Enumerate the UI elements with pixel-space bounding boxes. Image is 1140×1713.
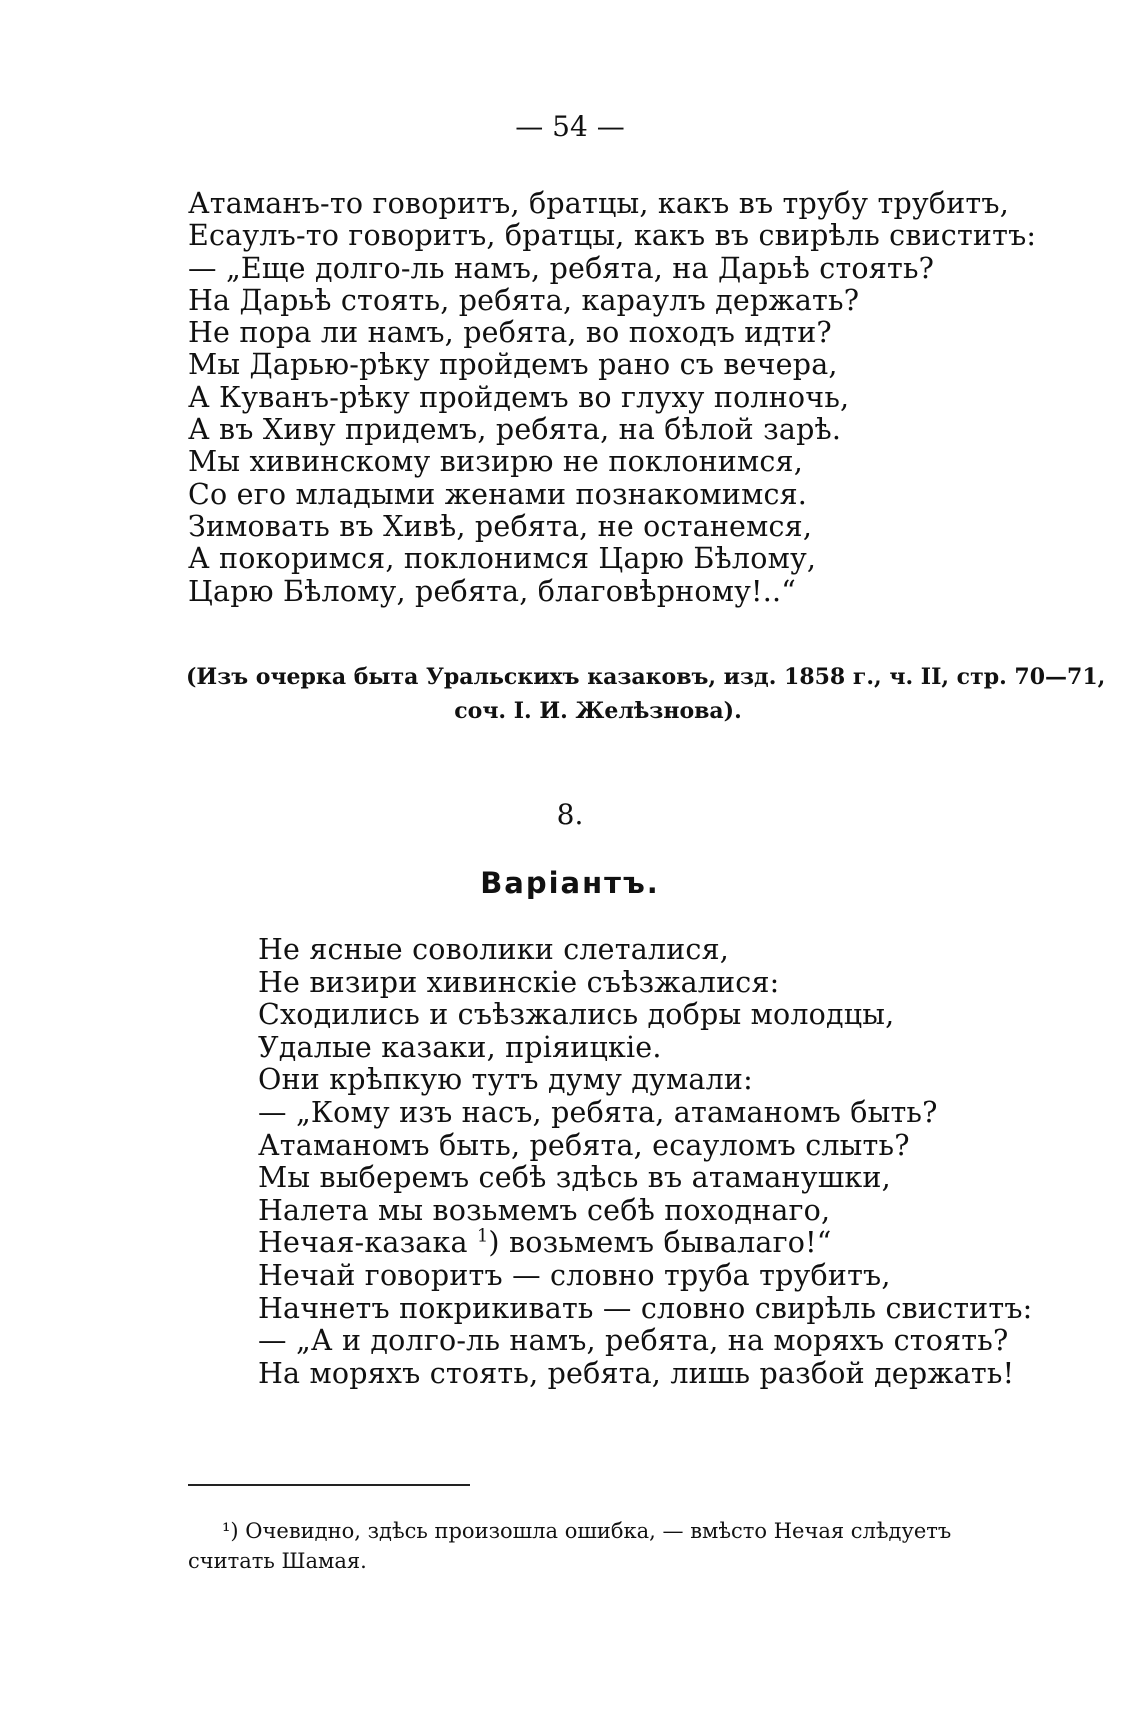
- poem-line: Налета мы возьмемъ себѣ походнаго,: [258, 1193, 831, 1227]
- poem-line: Со его младыми женами познакомимся.: [188, 477, 808, 511]
- poem-line: Есаулъ-то говоритъ, братцы, какъ въ свирѣль свиститъ:: [188, 219, 1037, 253]
- poem-line: На Дарьѣ стоять, ребята, караулъ держать?: [188, 283, 860, 317]
- poem-line: Зимовать въ Хивѣ, ребята, не останемся,: [188, 509, 813, 543]
- poem-line: Царю Бѣлому, ребята, благовѣрному!..“: [188, 574, 796, 608]
- footnote-text: Очевидно, здѣсь произошла ошибка, — вмѣсто Нечая слѣдуетъ: [238, 1519, 952, 1543]
- source-citation-line: (Изъ очерка быта Уральскихъ казаковъ, изд. 1858 г., ч. II, стр. 70—71,: [186, 664, 1106, 690]
- poem-line: Не пора ли намъ, ребята, во походъ идти?: [188, 316, 832, 350]
- footnote: [188, 1516, 1008, 1576]
- poem-line: А Куванъ-рѣку пройдемъ во глуху полночь,: [188, 380, 850, 414]
- footnote-line: [188, 1516, 1008, 1546]
- section-title: Варіантъ.: [480, 866, 660, 900]
- poem-stanza-main: [188, 188, 1036, 608]
- poem-line-text: Нечая-казака: [258, 1226, 477, 1260]
- poem-line: Мы хивинскому визирю не поклонимся,: [188, 445, 803, 479]
- poem-line: А покоримся, поклонимся Царю Бѣлому,: [188, 542, 817, 576]
- footnote-line: считать Шамая.: [188, 1549, 367, 1573]
- section-number: 8.: [556, 798, 584, 831]
- poem-line: Удалые казаки, пріяицкіе.: [258, 1030, 662, 1064]
- poem-line: — „Еще долго-ль намъ, ребята, на Дарьѣ стоять?: [188, 251, 935, 285]
- poem-line: Они крѣпкую тутъ думу думали:: [258, 1063, 753, 1097]
- poem-line: Нечай говоритъ — словно труба трубитъ,: [258, 1258, 891, 1292]
- poem-line: Мы Дарью-рѣку пройдемъ рано съ вечера,: [188, 348, 838, 382]
- poem-line: А въ Хиву придемъ, ребята, на бѣлой зарѣ.: [188, 413, 842, 447]
- poem-line-with-footnote: [258, 1227, 1032, 1260]
- poem-line: Начнетъ покрикивать — словно свирѣль свиститъ:: [258, 1291, 1033, 1325]
- poem-line: Атаманомъ быть, ребята, есауломъ слыть?: [258, 1128, 910, 1162]
- source-citation-line: соч. I. И. Желѣзнова).: [454, 698, 742, 724]
- poem-line: Атаманъ-то говоритъ, братцы, какъ въ трубу трубитъ,: [188, 187, 1009, 220]
- footnote-reference: 1: [476, 1226, 489, 1247]
- footnote-divider: [188, 1484, 470, 1486]
- poem-line: Сходились и съѣзжались добры молодцы,: [258, 998, 895, 1032]
- footnote-marker: ¹): [222, 1519, 239, 1543]
- poem-line: Мы выберемъ себѣ здѣсь въ атаманушки,: [258, 1161, 891, 1195]
- source-citation: [186, 660, 1106, 728]
- poem-line: — „А и долго-ль намъ, ребята, на моряхъ стоять?: [258, 1324, 1009, 1358]
- page-number: — 54 —: [515, 110, 625, 143]
- poem-line: Не визири хивинскіе съѣзжалися:: [258, 965, 780, 999]
- poem-line: Не ясные соволики слеталися,: [258, 933, 730, 966]
- poem-line: На моряхъ стоять, ребята, лишь разбой держать!: [258, 1356, 1015, 1390]
- poem-line-text: ) возьмемъ бывалаго!“: [488, 1226, 832, 1260]
- poem-variant: [258, 934, 1032, 1390]
- poem-line: — „Кому изъ насъ, ребята, атаманомъ быть?: [258, 1095, 938, 1129]
